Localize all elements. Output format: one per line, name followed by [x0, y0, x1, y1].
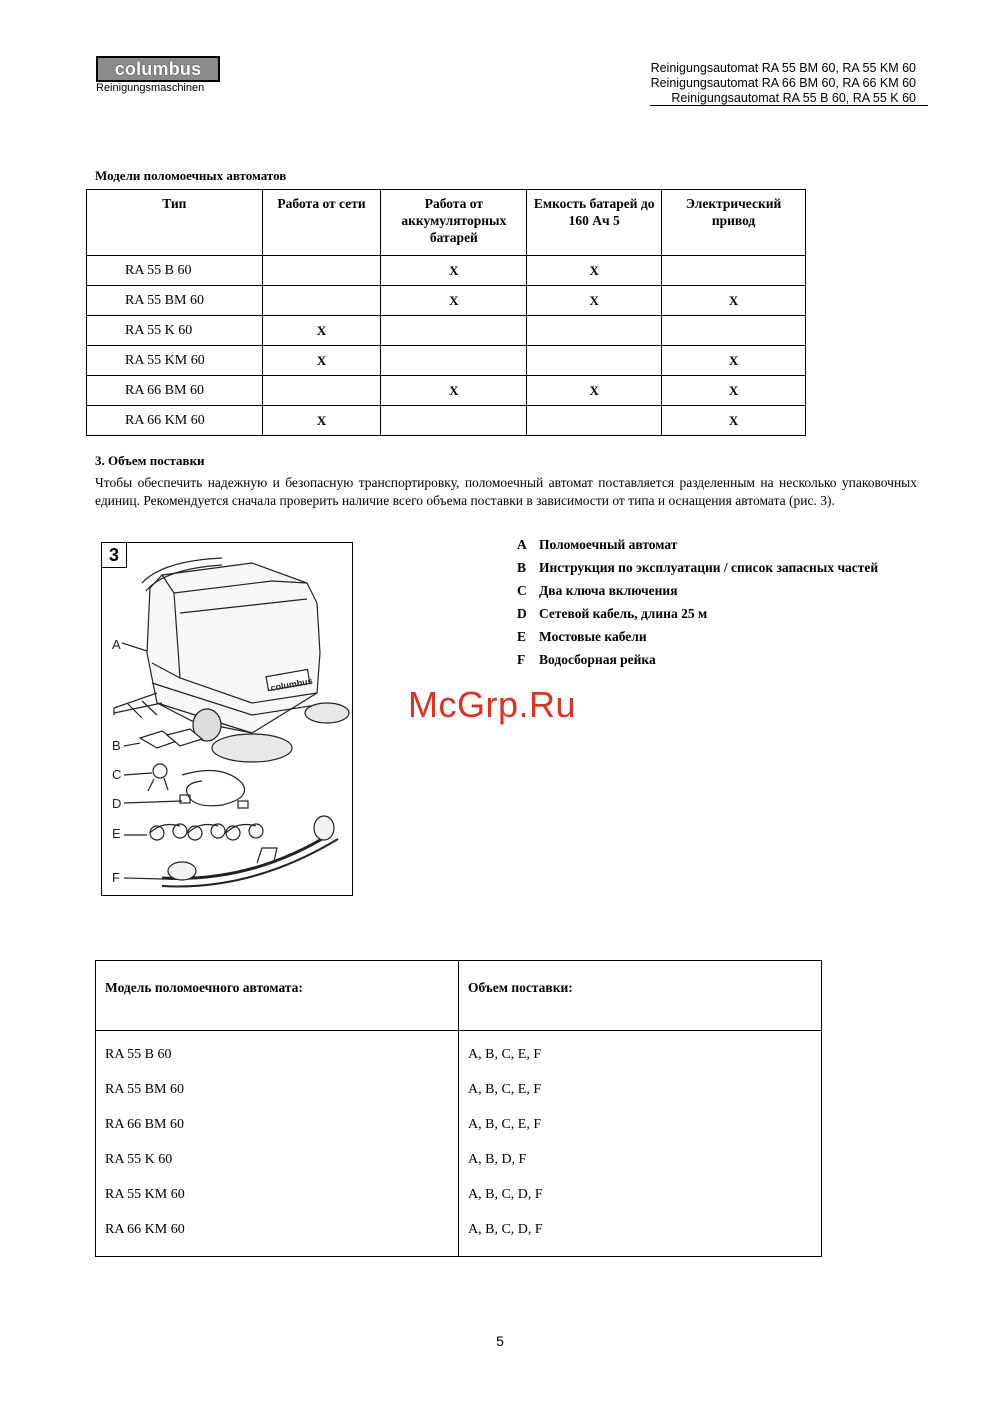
figure-legend [517, 536, 917, 674]
delivery-items-illustration [102, 543, 352, 895]
table-cell: X [381, 256, 527, 286]
table-row [96, 1152, 821, 1187]
table-row [96, 1222, 821, 1257]
figure-label-d: D [112, 796, 122, 811]
table-cell [381, 346, 527, 376]
model-cell: RA 55 BM 60 [87, 286, 263, 316]
column-header: Емкость батарей до 160 Ач 5 [527, 190, 662, 256]
legend-text: Инструкция по эксплуатации / список запасных частей [539, 560, 879, 575]
model-cell: RA 55 B 60 [105, 1047, 172, 1062]
scope-cell: A, B, C, E, F [468, 1117, 542, 1132]
table-cell: X [262, 346, 381, 376]
header-line: Reinigungsautomat RA 66 BM 60, RA 66 KM 60 [650, 76, 916, 90]
logo-subtitle: Reinigungsmaschinen [96, 82, 205, 94]
table-row [87, 256, 806, 286]
table-cell: X [662, 346, 806, 376]
table-cell: X [527, 376, 662, 406]
legend-text: Два ключа включения [539, 583, 678, 598]
watermark: McGrp.Ru [408, 684, 577, 725]
logo-text: columbus [114, 58, 202, 79]
table-row [96, 1187, 821, 1222]
table-row [96, 1047, 821, 1082]
table-cell [262, 286, 381, 316]
models-section-title: Модели поломоечных автоматов [95, 168, 287, 183]
legend-text: Водосборная рейка [539, 652, 656, 667]
scope-cell: A, B, C, D, F [468, 1187, 543, 1202]
model-cell: RA 66 KM 60 [87, 406, 263, 436]
legend-item [517, 605, 917, 622]
column-header: Электрический привод [662, 190, 806, 256]
table-cell: X [381, 376, 527, 406]
header-line: Reinigungsautomat RA 55 B 60, RA 55 K 60 [671, 91, 916, 105]
table-cell [662, 316, 806, 346]
scope-of-delivery-table [95, 960, 822, 1257]
scope-cell: A, B, C, E, F [468, 1082, 542, 1097]
figure-label-e: E [112, 826, 121, 841]
header-line: Reinigungsautomat RA 55 BM 60, RA 55 KM 60 [650, 61, 916, 75]
models-table [86, 189, 806, 436]
table-cell [662, 256, 806, 286]
figure-label-a: A [112, 637, 121, 652]
table-cell [527, 406, 662, 436]
table-cell: X [662, 406, 806, 436]
figure-label-c: C [112, 767, 122, 782]
table-cell: X [262, 406, 381, 436]
model-cell: RA 55 K 60 [87, 316, 263, 346]
header-rule [650, 105, 928, 106]
legend-key: F [517, 652, 526, 667]
legend-key: C [517, 583, 527, 598]
model-cell: RA 55 K 60 [105, 1152, 173, 1167]
delivery-paragraph: Чтобы обеспечить надежную и безопасную транспортировку, поломоечный автомат поставляется разделенным на несколько упаковочных единиц. Рекомендуется сначала проверить наличие всего объема поставки в зависимости от типа и оснащения автомата (рис. 3). [95, 475, 917, 508]
machine-brand-label: columbus [269, 675, 314, 694]
table-cell [527, 346, 662, 376]
figure-3-frame [101, 542, 353, 896]
table-cell [262, 256, 381, 286]
column-header: Работа от сети [262, 190, 381, 256]
legend-item [517, 559, 917, 576]
column-header-scope: Объем поставки: [468, 980, 573, 995]
table-row [87, 286, 806, 316]
legend-key: D [517, 606, 527, 621]
table-cell [262, 376, 381, 406]
model-cell: RA 55 B 60 [87, 256, 263, 286]
table-row [96, 1082, 821, 1117]
table-header-row [87, 190, 806, 256]
scope-cell: A, B, C, E, F [468, 1047, 542, 1062]
table-cell: X [527, 286, 662, 316]
document-header [651, 61, 916, 106]
legend-key: E [517, 629, 527, 644]
column-header-model: Модель поломоечного автомата: [105, 980, 303, 995]
column-header: Работа от аккумуляторных батарей [381, 190, 527, 256]
table-row [87, 346, 806, 376]
model-cell: RA 55 KM 60 [105, 1187, 185, 1202]
column-header: Тип [87, 190, 263, 256]
model-cell: RA 66 KM 60 [105, 1222, 185, 1237]
model-cell: RA 55 BM 60 [105, 1082, 184, 1097]
model-cell: RA 66 BM 60 [105, 1117, 184, 1132]
legend-text: Сетевой кабель, длина 25 м [539, 606, 708, 621]
legend-text: Поломоечный автомат [539, 537, 678, 552]
table-cell: X [262, 316, 381, 346]
figure-label-f: F [112, 870, 120, 885]
table-cell [381, 406, 527, 436]
delivery-section-title: 3. Объем поставки [95, 453, 205, 468]
legend-item [517, 536, 917, 553]
table-cell: X [662, 286, 806, 316]
table-cell [381, 316, 527, 346]
table-row [87, 316, 806, 346]
company-logo [96, 56, 220, 82]
model-cell: RA 55 KM 60 [87, 346, 263, 376]
header-divider [96, 1030, 821, 1031]
table-row [87, 406, 806, 436]
legend-item [517, 651, 917, 668]
legend-text: Мостовые кабели [539, 629, 647, 644]
model-cell: RA 66 BM 60 [87, 376, 263, 406]
legend-item [517, 628, 917, 645]
table-row [96, 1117, 821, 1152]
table-cell: X [662, 376, 806, 406]
scope-cell: A, B, D, F [468, 1152, 527, 1167]
legend-key: A [517, 537, 527, 552]
page-number: 5 [496, 1333, 504, 1349]
table-cell [527, 316, 662, 346]
legend-key: B [517, 560, 527, 575]
table-row [87, 376, 806, 406]
table-cell: X [527, 256, 662, 286]
scope-cell: A, B, C, D, F [468, 1222, 543, 1237]
figure-number: 3 [101, 542, 127, 568]
legend-item [517, 582, 917, 599]
figure-label-b: B [112, 738, 121, 753]
table-cell: X [381, 286, 527, 316]
